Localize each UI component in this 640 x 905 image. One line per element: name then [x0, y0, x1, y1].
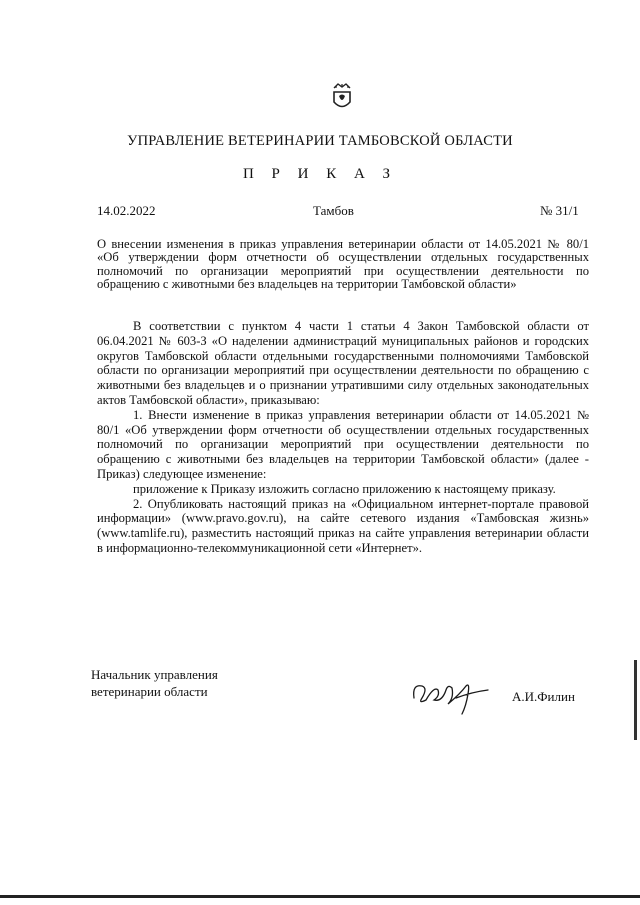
item-1-change-paragraph: приложение к Приказу изложить согласно приложению к настоящему приказу.	[133, 481, 556, 496]
signatory-name: А.И.Филин	[512, 689, 575, 704]
document-type: П Р И К А З	[242, 166, 398, 182]
scan-right-edge	[634, 660, 637, 740]
signatory-position-line-2: ветеринарии области	[91, 684, 208, 699]
document-date: 14.02.2022	[97, 203, 156, 218]
item-1-paragraph: 1. Внести изменение в приказ управления ветеринарии области от 14.05.2021 № 80/1 «Об утверждении форм отчетности об осуществлении отдельных государственных полномочий по организации мероприятий при осуществлении деятельности по обращению с животными без владельцев на территории Тамбовской области» (далее - Приказ) следующее изменение:	[97, 407, 589, 481]
signatory-position-line-1: Начальник управления	[91, 667, 218, 682]
scan-bottom-edge	[0, 895, 640, 898]
document-subject: О внесении изменения в приказ управления ветеринарии области от 14.05.2021 № 80/1 «Об утверждении форм отчетности об осуществлении отдельных государственных полномочий по организации мероприятий при осуществлении деятельности по обращению с животными без владельцев на территории Тамбовской области»	[97, 237, 589, 292]
authority-title: УПРАВЛЕНИЕ ВЕТЕРИНАРИИ ТАМБОВСКОЙ ОБЛАСТИ	[127, 133, 513, 149]
item-2-paragraph: 2. Опубликовать настоящий приказ на «Официальном интернет-портале правовой информации» (www.pravo.gov.ru), на сайте сетевого издания «Тамбовская жизнь» (www.tamlife.ru), разместить настоящий приказ на сайте управления ветеринарии области в информационно-телекоммуникационной сети «Интернет».	[97, 496, 589, 555]
document-city: Тамбов	[313, 203, 354, 218]
handwritten-signature	[408, 676, 498, 718]
signatory-position	[91, 666, 218, 700]
document-number: № 31/1	[540, 203, 579, 218]
document-body	[97, 319, 589, 556]
coat-of-arms-emblem	[330, 82, 354, 112]
preamble-paragraph: В соответствии с пунктом 4 части 1 статьи 4 Закон Тамбовской области от 06.04.2021 № 603-З «О наделении администраций муниципальных районов и городских округов Тамбовской области отдельными государственными полномочиями Тамбовской области по организации мероприятий при осуществлении деятельности по обращению с животными без владельцев и о признании утратившими силу отдельных законодательных актов Тамбовской области», приказываю:	[97, 319, 589, 407]
